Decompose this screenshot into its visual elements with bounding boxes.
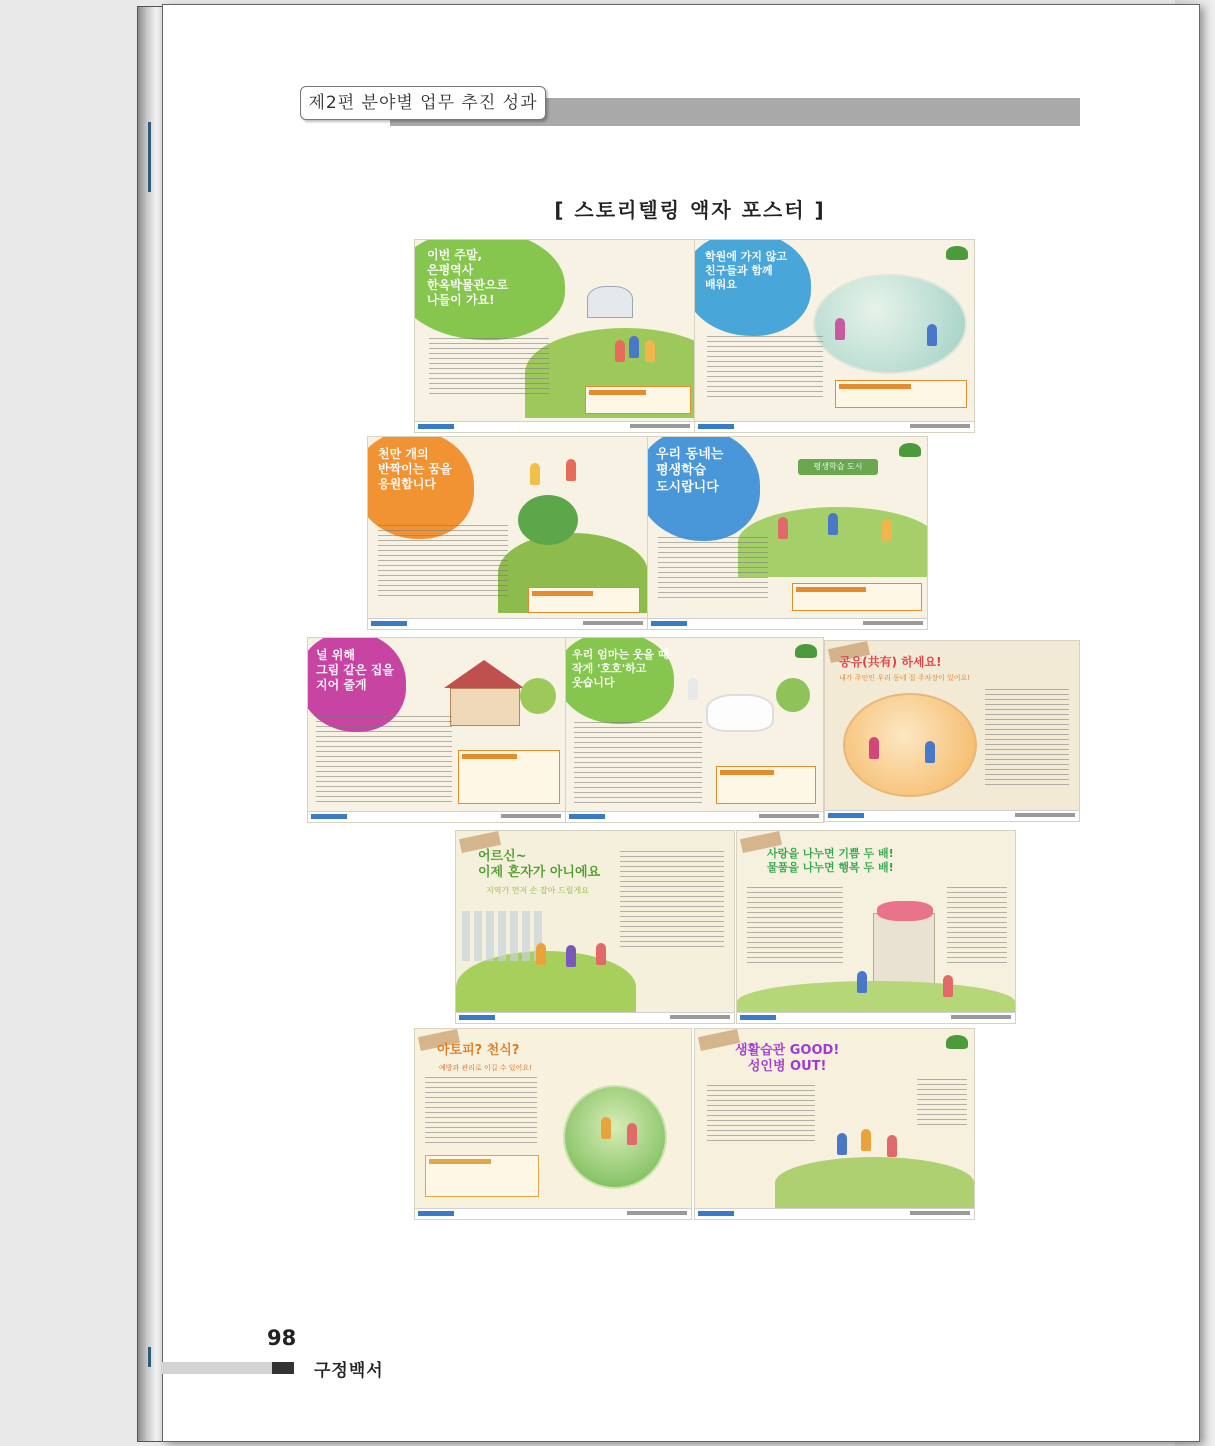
spine-mark-top [148,122,151,192]
spine-mark-bottom [148,1347,151,1367]
footer-bar-marker [272,1362,294,1374]
tree-illustration [776,678,810,712]
info-box [585,386,691,414]
poster-dream-house [307,637,566,823]
poster-footer [737,1012,1015,1023]
poster-footer [456,1012,734,1023]
poster-footer [308,811,565,822]
body-text-block [707,336,823,398]
poster-title: 우리 동네는 평생학습 도시랍니다 [656,447,724,495]
poster-footer [566,811,823,822]
poster-share-parking [824,640,1080,822]
body-text-block [316,716,452,804]
poster-sharing-goods [736,830,1016,1024]
person-figure [869,737,879,759]
poster-footer [415,1208,691,1219]
building-illustration [873,913,935,985]
poster-learning-friends [694,239,975,433]
section-title: [ 스토리텔링 액자 포스터 ] [554,198,826,222]
poster-hanok-museum [414,239,695,433]
info-text-block [917,1079,967,1129]
child-figure [601,1117,611,1139]
body-text-block [658,537,768,601]
helper-figure [566,945,576,967]
house-illustration [450,688,520,726]
body-text-block [425,1077,537,1147]
scene-circle [843,693,977,797]
body-text-block [707,1085,815,1141]
museum-illustration [587,286,633,318]
forest-scene-circle [563,1085,667,1189]
district-logo [946,246,968,260]
info-box [716,766,816,804]
tooth-illustration [706,694,774,732]
poster-footer [695,421,974,432]
person-figure [837,1133,847,1155]
info-box [792,583,922,611]
person-figure [857,971,867,993]
child-figure [530,463,540,485]
poster-footer [415,421,694,432]
poster-title: 천만 개의 반짝이는 꿈을 응원합니다 [378,447,452,491]
poster-title: 이번 주말, 은평역사 한옥박물관으로 나들이 가요! [427,248,509,307]
book-title: 구정백서 [314,1361,384,1381]
page-number: 98 [267,1326,297,1350]
body-text-block [620,851,724,951]
person-figure [882,519,892,541]
child-figure [566,459,576,481]
poster-title: 생활습관 GOOD! 성인병 OUT! [735,1043,840,1075]
info-box [425,1155,539,1197]
elder-figure [596,943,606,965]
poster-lifelong-learning [647,436,928,630]
house-roof [444,660,524,688]
body-text-block [985,689,1069,789]
poster-title: 공유(共有) 하세요! [839,655,942,669]
elder-figure [536,943,546,965]
info-box [835,380,967,408]
poster-mom-smile [565,637,824,823]
poster-footer [825,810,1079,821]
body-text-block [378,525,508,597]
person-figure [828,513,838,535]
poster-title: 어르신~ 이제 혼자가 아니에요 [478,849,601,881]
tree-illustration [520,678,556,714]
poster-title: 학원에 가지 않고 친구들과 함께 배워요 [705,250,788,291]
poster-atopy [414,1028,692,1220]
poster-dreams [367,436,648,630]
child-figure [645,340,655,362]
person-figure [861,1129,871,1151]
body-text-block [747,887,843,963]
info-box [458,750,560,804]
district-logo [946,1035,968,1049]
person-figure [778,517,788,539]
body-text-block [574,722,702,806]
poster-healthy-habits [694,1028,975,1220]
field-illustration [775,1157,974,1209]
district-logo [899,443,921,457]
district-logo [795,644,817,658]
section-tab: 제2편 분야별 업무 추진 성과 [300,86,546,120]
poster-footer [695,1208,974,1219]
poster-elderly-care [455,830,735,1024]
info-box [528,587,640,613]
poster-title: 우리 엄마는 웃을 때 작게 '호호'하고 웃습니다 [572,648,669,689]
sign-board: 평생학습 도시 [798,459,878,475]
child-figure [927,324,937,346]
person-figure [887,1135,897,1157]
poster-footer [648,618,927,629]
child-figure [627,1123,637,1145]
child-figure [615,340,625,362]
heart-illustration [877,901,933,921]
person-figure [943,975,953,997]
poster-title: 널 위해 그림 같은 집을 지어 줄게 [316,648,394,692]
city-buildings-illustration [462,911,542,961]
child-figure [835,318,845,340]
person-figure [925,741,935,763]
doctor-figure [688,678,698,700]
poster-subtitle: 내가 주인인 우리 동네 집 주차장이 있어요! [839,674,971,682]
child-figure [629,336,639,358]
poster-subtitle: 지역가 먼저 손 잡아 드릴게요 [486,886,589,895]
body-text-block [429,338,549,396]
dragon-illustration [518,495,578,545]
poster-title: 사랑을 나누면 기쁨 두 배! 물품을 나누면 행복 두 배! [767,847,894,874]
info-text-block [947,887,1007,967]
tape-corner [698,1029,740,1051]
poster-subtitle: 예방과 관리로 이길 수 있어요! [439,1064,532,1072]
book-spine [137,6,164,1442]
poster-footer [368,618,647,629]
poster-title: 아토피? 천식? [437,1043,520,1058]
